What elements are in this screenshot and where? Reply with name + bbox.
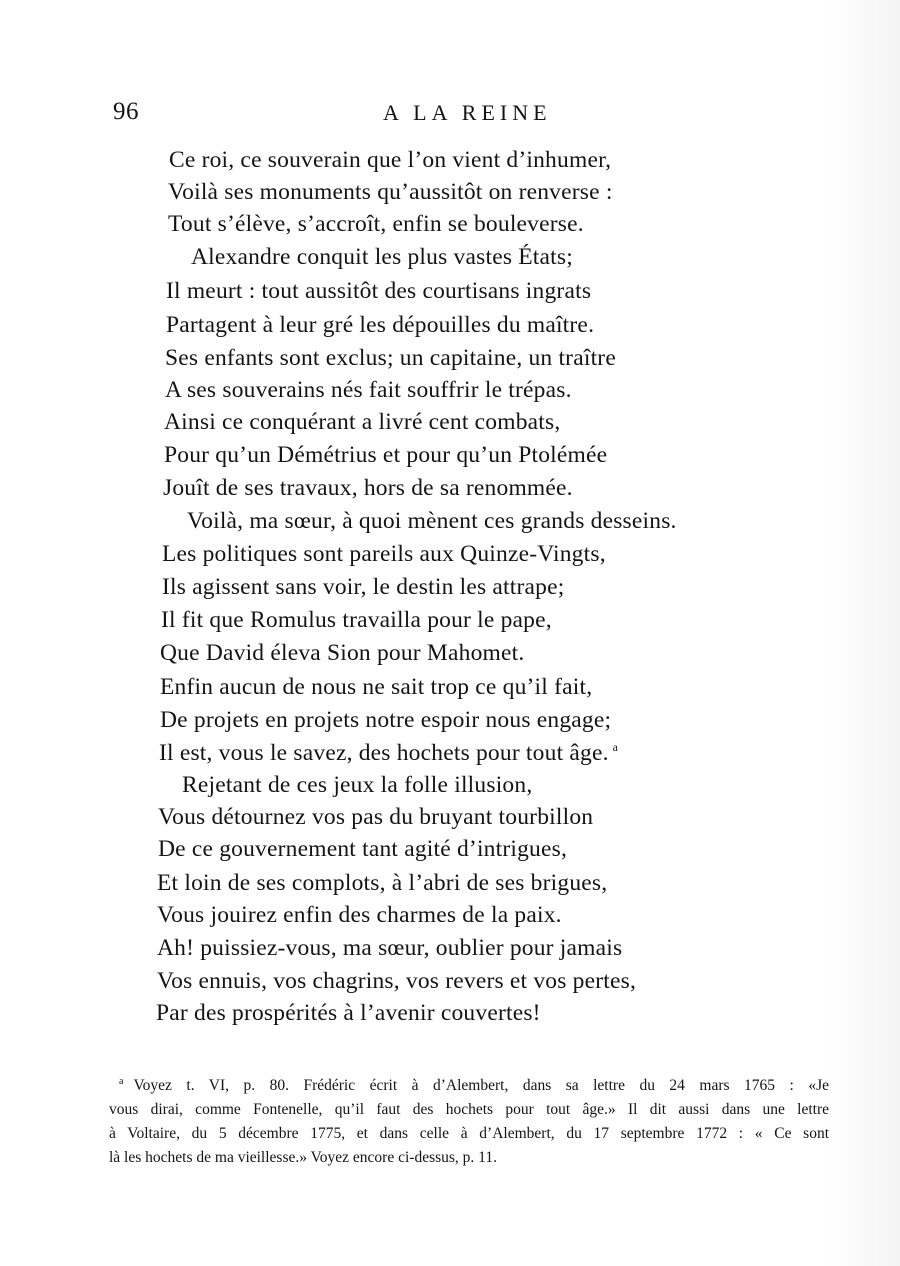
- verse-line: Ainsi ce conquérant a livré cent combats,: [164, 409, 561, 435]
- footnote-line: à Voltaire, du 5 décembre 1775, et dans celle à d’Alembert, du 17 septembre 1772 : « Ce sont: [109, 1125, 829, 1142]
- running-head: A LA REINE: [383, 100, 552, 125]
- verse-line: De ce gouvernement tant agité d’intrigues,: [158, 836, 568, 862]
- verse-line: De projets en projets notre espoir nous engage;: [160, 707, 612, 733]
- footnote-marker: a: [119, 1076, 124, 1087]
- verse-line: Vous jouirez enfin des charmes de la paix.: [157, 902, 562, 928]
- verse-line: Par des prospérités à l’avenir couvertes!: [156, 1000, 541, 1026]
- footnote-line: là les hochets de ma vieillesse.» Voyez encore ci-dessus, p. 11.: [109, 1149, 497, 1166]
- verse-line: Ce roi, ce souverain que l’on vient d’inhumer,: [169, 147, 612, 173]
- verse-line: Il fit que Romulus travailla pour le pape,: [161, 607, 552, 633]
- verse-line: Voilà, ma sœur, à quoi mènent ces grands desseins.: [187, 508, 677, 534]
- verse-line: Vous détournez vos pas du bruyant tourbillon: [158, 804, 594, 830]
- verse-line: Vos ennuis, vos chagrins, vos revers et vos pertes,: [157, 968, 637, 994]
- verse-line: Que David éleva Sion pour Mahomet.: [160, 640, 525, 666]
- verse-line: Ils agissent sans voir, le destin les attrape;: [162, 574, 565, 600]
- verse-line: Rejetant de ces jeux la folle illusion,: [182, 772, 533, 798]
- footnote-reference: a: [612, 740, 619, 754]
- footnote-line: vous dirai, comme Fontenelle, qu’il faut des hochets pour tout âge.» Il dit aussi dans une lettre: [109, 1101, 829, 1118]
- verse-line: Partagent à leur gré les dépouilles du maître.: [166, 312, 595, 338]
- verse-line: Jouît de ses travaux, hors de sa renommée.: [163, 475, 573, 501]
- footnote-text: Voyez t. VI, p. 80. Frédéric écrit à d’Alembert, dans sa lettre du 24 mars 1765 : «Je: [133, 1077, 829, 1094]
- verse-line: Tout s’élève, s’accroît, enfin se bouleverse.: [168, 211, 584, 237]
- verse-line: Voilà ses monuments qu’aussitôt on renverse :: [168, 179, 613, 205]
- verse-line: Ah! puissiez-vous, ma sœur, oublier pour jamais: [157, 935, 623, 961]
- footnote-line: [109, 1070, 829, 1098]
- verse-line: Les politiques sont pareils aux Quinze-Vingts,: [162, 541, 606, 567]
- verse-line: Il meurt : tout aussitôt des courtisans ingrats: [166, 278, 592, 304]
- verse-line: [159, 741, 618, 766]
- footnote: [109, 1070, 829, 1170]
- verse-line: Ses enfants sont exclus; un capitaine, un traître: [165, 345, 616, 371]
- verse-text: Il est, vous le savez, des hochets pour tout âge.: [159, 740, 609, 766]
- verse-line: Pour qu’un Démétrius et pour qu’un Ptolémée: [164, 442, 608, 468]
- verse-line: A ses souverains nés fait souffrir le trépas.: [165, 377, 572, 403]
- verse-line: Alexandre conquit les plus vastes États;: [191, 244, 573, 270]
- verse-line: Enfin aucun de nous ne sait trop ce qu’il fait,: [160, 674, 593, 700]
- verse-line: Et loin de ses complots, à l’abri de ses brigues,: [157, 870, 608, 896]
- page-number: 96: [113, 98, 139, 125]
